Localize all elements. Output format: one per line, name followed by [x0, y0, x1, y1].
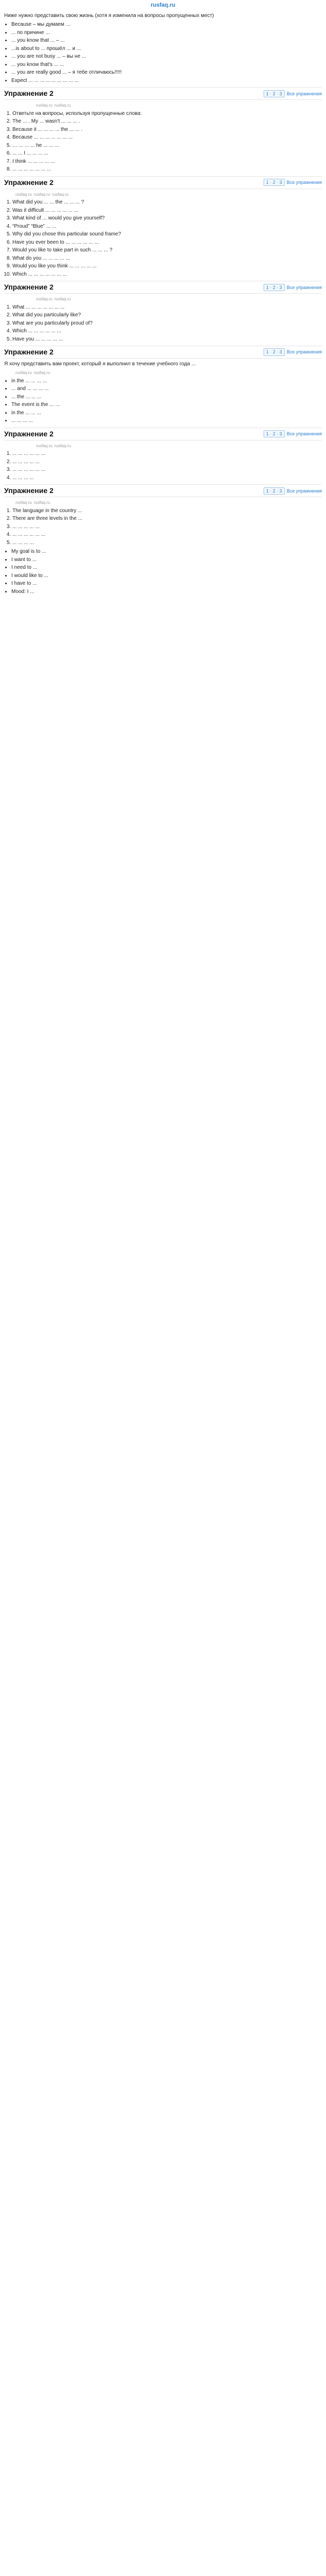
- list-item: 3. ... ... ... ... ... ...: [12, 466, 322, 473]
- list-item: 9. Would you like you think ... ... ... ... ...: [12, 263, 322, 270]
- all-exercises-link[interactable]: Все упражнения: [286, 91, 322, 96]
- list-item: 2. The ... . My ... wasn't ... ... ... .: [12, 118, 322, 125]
- list-item: 5. ... ... ... ...: [12, 539, 322, 547]
- watermark: rusfaq.ru: [36, 297, 53, 302]
- list-item: 4. “Proud” “Blue” ... ...: [12, 223, 322, 230]
- watermark: rusfaq.ru: [15, 370, 32, 376]
- watermark: rusfaq.ru: [54, 297, 71, 302]
- watermark: rusfaq.ru: [15, 192, 32, 197]
- watermark: rusfaq.ru: [36, 103, 53, 108]
- list-item: • I want to ...: [11, 556, 322, 564]
- watermark-row: [14, 369, 322, 377]
- exercise-controls: [264, 348, 322, 355]
- watermark-row: [35, 102, 322, 109]
- watermark: rusfaq.ru: [34, 192, 51, 197]
- list-item: 1. What did you ... ... the ... ... ... ?: [12, 199, 322, 206]
- list-item: 3. ... ... ... ... ...: [12, 523, 322, 531]
- list-item: • Mood: I ...: [11, 588, 322, 596]
- list-item: • I have to ...: [11, 580, 322, 587]
- exercise-list: [4, 507, 322, 547]
- all-exercises-link[interactable]: Все упражнения: [286, 488, 322, 494]
- exercise-title: Упражнение 2: [4, 486, 54, 495]
- list-item: 5. … ... ... ... he ... ... ...: [12, 142, 322, 149]
- watermark-row: [14, 499, 322, 506]
- exercise-pager[interactable]: 1 · 2 · 3: [264, 284, 285, 291]
- watermark: rusfaq.ru: [54, 443, 71, 448]
- all-exercises-link[interactable]: Все упражнения: [286, 284, 322, 290]
- exercise-pager[interactable]: 1 · 2 · 3: [264, 348, 285, 355]
- list-item: • ... ... ... ...: [11, 417, 322, 425]
- watermark: rusfaq.ru: [36, 443, 53, 448]
- exercise-controls: [264, 487, 322, 495]
- watermark: rusfaq.ru: [54, 103, 71, 108]
- list-item: 2. ... ... ... ... ...: [12, 459, 322, 466]
- list-item: 2. There are three levels in the ...: [12, 515, 322, 522]
- watermark-row: [35, 443, 322, 450]
- exercise-intro: Я хочу представить вам проект, который я выполнил в течение учебного года ...: [4, 361, 196, 367]
- list-item: 1. The language in the country ...: [12, 507, 322, 515]
- list-item: • ... and ... ... ... ...: [11, 385, 322, 393]
- list-item: 1. What ... ... ... ... ... ... ...: [12, 304, 322, 311]
- exercise-title: Упражнение 2: [4, 89, 54, 98]
- list-item: 3. What are you particularly proud of?: [12, 320, 322, 327]
- watermark-row: [14, 191, 322, 198]
- list-item: • ... you know that's ... ...: [11, 61, 322, 69]
- exercise-controls: [264, 284, 322, 291]
- list-item: 6. ... ... I ... ... ... ...: [12, 150, 322, 157]
- exercise-header: [4, 346, 322, 359]
- exercise-header: [4, 484, 322, 497]
- exercise-title: Упражнение 2: [4, 348, 54, 357]
- list-item: 5. Have you ... ... ... ... ...: [12, 336, 322, 343]
- all-exercises-link[interactable]: Все упражнения: [286, 431, 322, 437]
- exercise-header: [4, 428, 322, 440]
- list-item: • My goal is to ...: [11, 548, 322, 555]
- list-item: • Because – мы думаем …: [11, 21, 322, 28]
- list-item: 4. ... ... ... ...: [12, 474, 322, 482]
- intro-text: Ниже нужно представить свою жизнь (хотя я изменила на вопросы пропущенных мест): [4, 12, 214, 19]
- list-item: • in the ... ... ...: [11, 410, 322, 417]
- exercise-list: [4, 304, 322, 343]
- watermark: rusfaq.ru: [15, 500, 32, 505]
- exercise-controls: [264, 90, 322, 97]
- list-item: • I need to ...: [11, 564, 322, 571]
- intro-list: [4, 21, 322, 84]
- exercise-header: [4, 87, 322, 100]
- exercise-title: Упражнение 2: [4, 178, 54, 187]
- list-item: 4. Because ... ... ... ... ... ... ...: [12, 134, 322, 141]
- watermark-row: [35, 296, 322, 303]
- list-item: • Expect ... ... ... ... ... ... ... ... ...: [11, 77, 322, 84]
- exercise-list: [4, 378, 322, 425]
- list-item: 7. Would you like to take part in such ... ... ... ?: [12, 247, 322, 254]
- watermark: rusfaq.ru: [52, 192, 69, 197]
- list-item: 10. Which ... ... ... ... ... ... ...: [12, 271, 322, 278]
- exercise-controls: [264, 179, 322, 186]
- list-item: • ... you are really good ... – я тебе отличаюсь!!!!!: [11, 69, 322, 76]
- site-logo[interactable]: rusfaq.ru: [151, 2, 175, 8]
- list-item: 8. ... ... ... ... ... ... ...: [12, 166, 322, 173]
- list-item: 1. ... ... ... ... ... ...: [12, 450, 322, 457]
- list-item: 5. Why did you chose this particular sound frame?: [12, 231, 322, 238]
- watermark: rusfaq.ru: [34, 500, 51, 505]
- list-item: 3. What kind of ... would you give yourself?: [12, 215, 322, 222]
- exercise-pager[interactable]: 1 · 2 · 3: [264, 487, 285, 495]
- list-item: 3. Because it ... ... ... ... the ... ... .: [12, 126, 322, 133]
- all-exercises-link[interactable]: Все упражнения: [286, 180, 322, 185]
- exercise-list: [4, 199, 322, 278]
- list-item: 1. Ответьте на вопросы, используя пропущенные слова:: [12, 110, 322, 117]
- list-item: • ... you are not busy ... – вы не ...: [11, 53, 322, 60]
- list-item: • ... the ... ... ...: [11, 394, 322, 401]
- final-list: [4, 548, 322, 595]
- list-item: 4. ... ... ... ... ... ...: [12, 531, 322, 538]
- watermark: rusfaq.ru: [34, 370, 51, 376]
- exercise-title: Упражнение 2: [4, 283, 54, 292]
- list-item: • ... по причине ...: [11, 29, 322, 37]
- list-item: 2. Was it difficult ... ... ... ... ... ...: [12, 207, 322, 214]
- exercise-list: [4, 110, 322, 173]
- list-item: 2. What did you particularly like?: [12, 312, 322, 319]
- list-item: • ...is about to ... прошёл ... и ...: [11, 45, 322, 53]
- list-item: • ... you know that ... – ...: [11, 37, 322, 44]
- all-exercises-link[interactable]: Все упражнения: [286, 349, 322, 355]
- exercise-header: [4, 176, 322, 189]
- list-item: 8. What do you ... ... ... ... ...: [12, 255, 322, 262]
- exercise-title: Упражнение 2: [4, 429, 54, 438]
- list-item: 6. Have you ever been to ... ... ... ... ... ...: [12, 239, 322, 246]
- list-item: 4. Which ... ... ... ... ... ...: [12, 328, 322, 335]
- exercise-pager[interactable]: 1 · 2 · 3: [264, 90, 285, 97]
- list-item: • I would like to ...: [11, 572, 322, 580]
- exercise-header: [4, 281, 322, 294]
- list-item: 7. I think ... ... ... ... ...: [12, 158, 322, 165]
- exercise-list: [4, 450, 322, 481]
- content: [0, 12, 326, 595]
- list-item: • in the ... ... ... ...: [11, 378, 322, 385]
- exercise-controls: [264, 430, 322, 437]
- exercise-pager[interactable]: 1 · 2 · 3: [264, 430, 285, 437]
- exercise-pager[interactable]: 1 · 2 · 3: [264, 179, 285, 186]
- list-item: • The event is the ... ...: [11, 401, 322, 409]
